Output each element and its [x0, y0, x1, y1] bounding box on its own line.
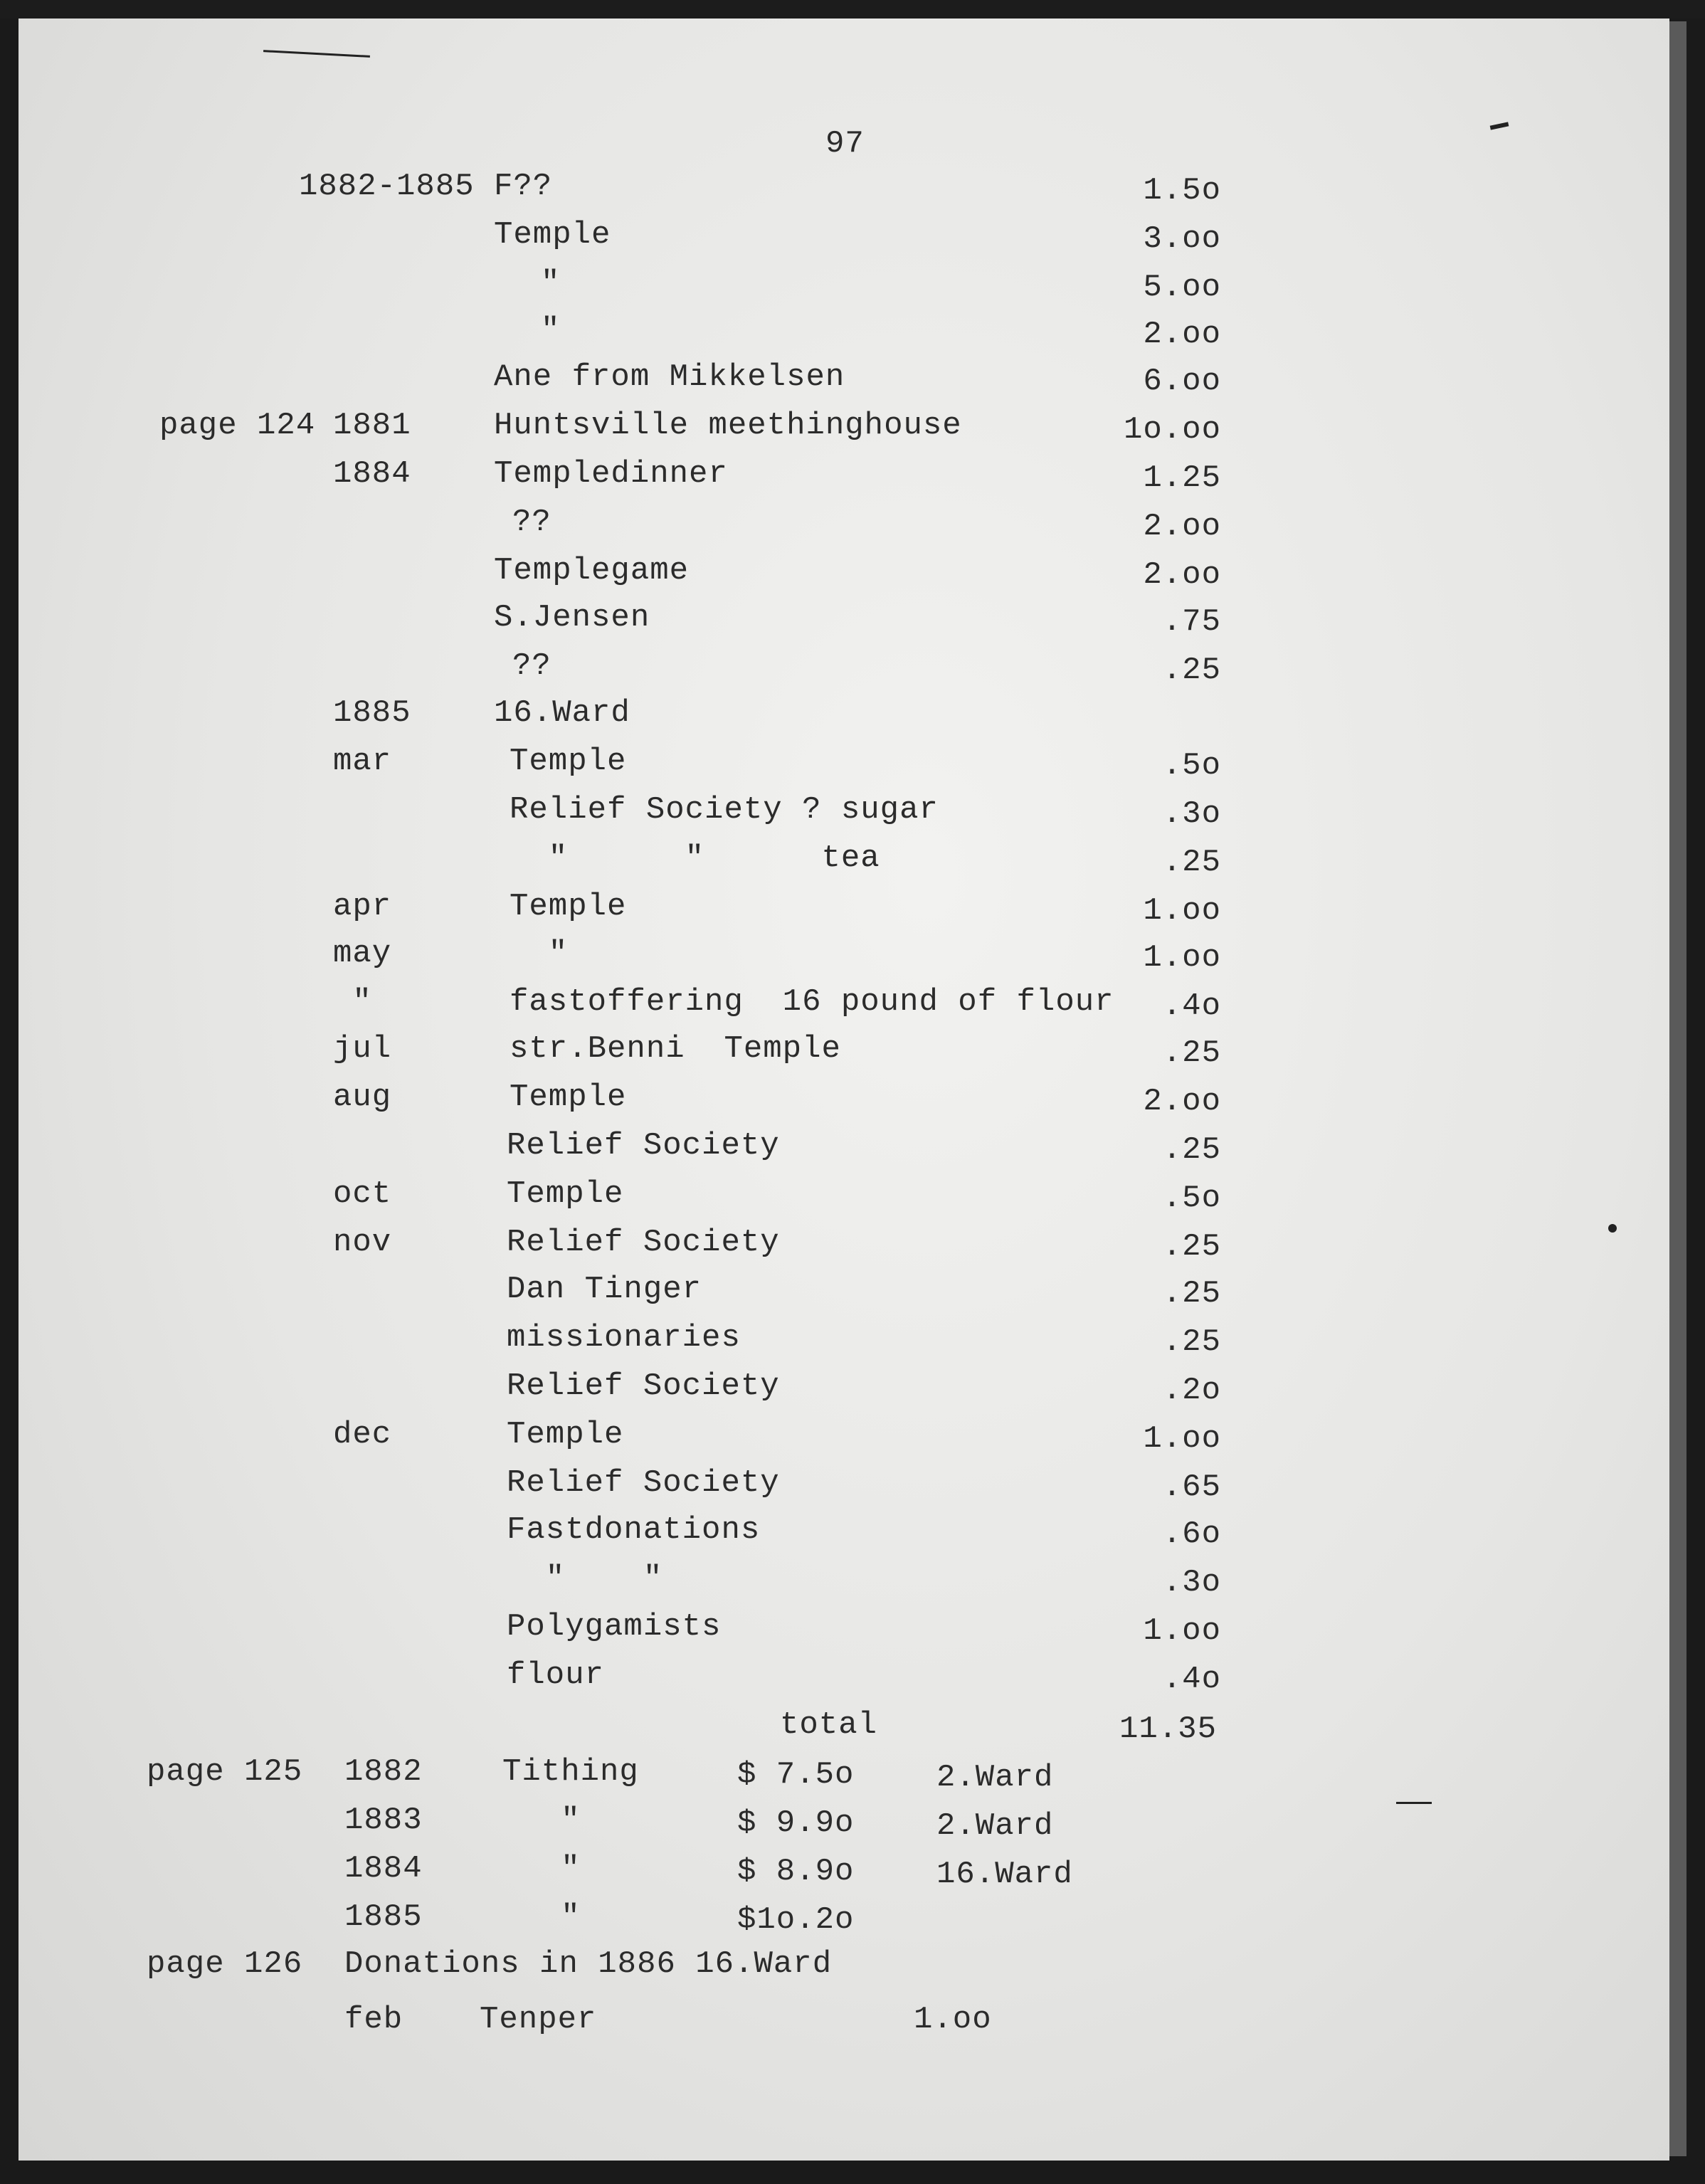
donations-amount: 1.oo	[914, 2002, 992, 2037]
row-date: 1884	[333, 456, 411, 492]
row-description: Ane from Mikkelsen	[494, 359, 845, 395]
row-description: Temple	[507, 1417, 624, 1452]
tithing-desc: "	[502, 1851, 581, 1887]
row-amount: .6o	[1162, 1516, 1221, 1552]
row-amount: .5o	[1162, 748, 1221, 784]
row-amount: .3o	[1162, 796, 1221, 832]
row-date: mar	[333, 744, 392, 779]
row-amount: .25	[1162, 845, 1221, 880]
row-description: 16.Ward	[494, 695, 630, 731]
tithing-amount: $ 7.5o	[737, 1757, 855, 1793]
row-amount: .3o	[1162, 1565, 1221, 1600]
row-amount: 3.oo	[1143, 221, 1221, 257]
row-date: may	[333, 936, 392, 971]
row-description: Temple	[510, 1080, 627, 1115]
tithing-desc: Tithing	[502, 1754, 639, 1790]
row-amount: 2.oo	[1143, 317, 1221, 352]
scan-border-top	[0, 0, 1705, 19]
scan-speck	[1396, 1802, 1432, 1804]
row-description: Relief Society	[507, 1465, 780, 1501]
row-amount: 1.oo	[1143, 940, 1221, 976]
row-amount: .5o	[1162, 1181, 1221, 1216]
row-amount: .4o	[1162, 988, 1221, 1024]
row-date: 1882-1885	[299, 169, 475, 204]
scan-border-right	[1669, 21, 1686, 2156]
scan-speck	[1608, 1224, 1617, 1233]
row-description: Relief Society	[507, 1128, 780, 1164]
row-amount: .4o	[1162, 1662, 1221, 1697]
row-description: Temple	[507, 1176, 624, 1212]
donations-desc: Tenper	[480, 2002, 597, 2037]
tithing-year: 1883	[344, 1803, 423, 1838]
tithing-amount: $ 8.9o	[737, 1854, 855, 1889]
row-description: Dan Tinger	[507, 1272, 702, 1307]
row-amount: .25	[1162, 1229, 1221, 1265]
row-amount: .25	[1162, 1324, 1221, 1360]
row-page-ref: page 124	[159, 408, 316, 443]
row-amount: .25	[1162, 1035, 1221, 1071]
tithing-ward: 2.Ward	[936, 1808, 1054, 1844]
tithing-year: 1882	[344, 1754, 423, 1790]
row-description: Temple	[510, 744, 627, 779]
row-amount: 5.oo	[1143, 270, 1221, 305]
tithing-ward: 2.Ward	[936, 1760, 1054, 1795]
donations-page-ref: page 126	[147, 1946, 303, 1982]
tithing-year: 1884	[344, 1851, 423, 1887]
tithing-year: 1885	[344, 1899, 423, 1935]
row-date: "	[333, 984, 372, 1020]
row-date: 1885	[333, 695, 411, 731]
row-description: " " tea	[510, 840, 880, 876]
row-amount: 2.oo	[1143, 1084, 1221, 1119]
tithing-desc: "	[502, 1899, 581, 1935]
row-amount: 6.oo	[1143, 364, 1221, 399]
row-amount: 2.oo	[1143, 557, 1221, 593]
row-description: ??	[512, 648, 551, 684]
row-description: Templegame	[494, 553, 690, 589]
row-description: missionaries	[507, 1320, 741, 1356]
total-amount: 11.35	[1119, 1711, 1217, 1747]
row-description: Temple	[510, 889, 627, 924]
row-description: F??	[494, 169, 553, 204]
row-amount: .25	[1162, 1132, 1221, 1168]
row-description: Polygamists	[507, 1609, 722, 1645]
tithing-amount: $ 9.9o	[737, 1805, 855, 1841]
row-description: Relief Society	[507, 1368, 780, 1404]
row-description: "	[510, 936, 569, 971]
row-amount: 1.oo	[1143, 1613, 1221, 1649]
row-date: apr	[333, 889, 392, 924]
row-description: Fastdonations	[507, 1512, 761, 1548]
donations-heading: Donations in 1886 16.Ward	[344, 1946, 833, 1982]
row-date: oct	[333, 1176, 392, 1212]
tithing-page-ref: page 125	[147, 1754, 303, 1790]
row-description: ??	[512, 505, 551, 540]
row-description: Temple	[494, 217, 611, 253]
row-amount: 1.5o	[1143, 173, 1221, 209]
row-amount: 1.oo	[1143, 1421, 1221, 1457]
row-description: "	[541, 265, 561, 301]
row-amount: .25	[1162, 1276, 1221, 1312]
row-description: Templedinner	[494, 456, 728, 492]
page-number: 97	[825, 126, 865, 162]
donations-month: feb	[344, 2002, 403, 2037]
row-amount: 1.25	[1143, 460, 1221, 496]
row-amount: 1o.oo	[1123, 412, 1221, 448]
row-date: 1881	[333, 408, 411, 443]
row-description: Relief Society ? sugar	[510, 792, 939, 828]
row-date: aug	[333, 1080, 392, 1115]
row-description: fastoffering 16 pound of flour	[510, 984, 1114, 1020]
row-amount: 2.oo	[1143, 509, 1221, 544]
tithing-amount: $1o.2o	[737, 1902, 855, 1938]
row-amount: .2o	[1162, 1373, 1221, 1408]
row-date: nov	[333, 1225, 392, 1260]
row-description: S.Jensen	[494, 600, 650, 635]
row-description: flour	[507, 1657, 605, 1693]
row-date: jul	[333, 1031, 392, 1067]
row-amount: .25	[1162, 653, 1221, 688]
tithing-ward: 16.Ward	[936, 1857, 1073, 1892]
tithing-desc: "	[502, 1803, 581, 1838]
row-description: "	[541, 312, 561, 348]
row-amount: .65	[1162, 1470, 1221, 1505]
row-description: str.Benni Temple	[510, 1031, 841, 1067]
row-description: " "	[507, 1561, 663, 1596]
row-date: dec	[333, 1417, 392, 1452]
row-description: Relief Society	[507, 1225, 780, 1260]
row-description: Huntsville meethinghouse	[494, 408, 962, 443]
total-label: total	[780, 1707, 878, 1743]
row-amount: .75	[1162, 604, 1221, 640]
row-amount: 1.oo	[1143, 893, 1221, 929]
